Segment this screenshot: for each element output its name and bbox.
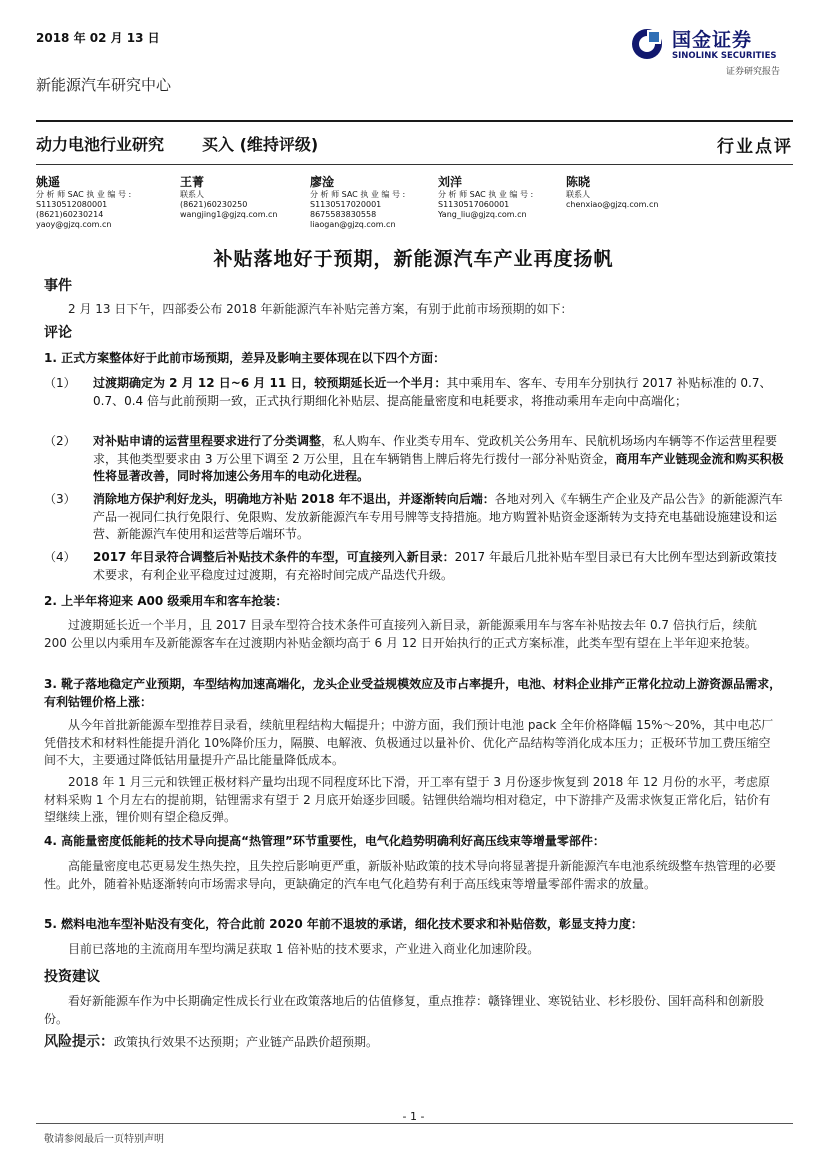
title-row [36, 132, 793, 157]
logo-chinese-name: 国金证券 [672, 29, 753, 51]
section-3-text-1: 从今年首批新能源车型推荐目录看，续航里程结构大幅提升；中游方面，我们预计电池 pack 全年价格降幅 15%～20%，其中电芯厂凭借技术和材料性能提升消化 10%降价压力，隔膜、电解液、负极通过以量补价、优化产品结构等消化成本压力；正极环节加工费压缩空间不大，主要通过降低钴用量提升产品比能量降低成本。 [44, 718, 774, 767]
analyst-name: 王菁 [180, 175, 205, 189]
analyst-id: S1130512080001 [36, 200, 108, 209]
risk-text: 政策执行效果不达预期；产业链产品跌价超预期。 [114, 1035, 379, 1049]
section-5-text: 目前已落地的主流商用车型均满足获取 1 倍补贴的技术要求，产业进入商业化加速阶段。 [68, 942, 540, 956]
section-5-title: 5. 燃料电池车型补贴没有变化，符合此前 2020 年前不退坡的承诺，细化技术要求和补贴倍数，彰显支持力度： [44, 917, 643, 931]
item-text: 其中乘用车、客车、专用车分别执行 2017 补贴标准的 0.7、0.7、0.4 倍与此前预期一致，正式执行期细化补贴层、提高能量密度和电耗要求，将推动乘用车走向中高端化； [93, 376, 772, 408]
analyst-role: 分 析 师 SAC 执 业 编 号 : [36, 190, 132, 199]
comment-heading: 评论 [44, 325, 72, 341]
analyst-name: 姚遥 [36, 175, 61, 189]
title-divider [36, 164, 793, 165]
report-date: 2018 年 02 月 13 日 [36, 31, 160, 45]
item-lead: 对补贴申请的运营里程要求进行了分类调整 [93, 434, 322, 448]
company-logo [630, 25, 790, 81]
item-lead: 消除地方保护利好龙头，明确地方补贴 2018 年不退出，并逐渐转向后端： [93, 492, 495, 506]
item-conclusion: 商用车产业链现金流和购买积极性将显著改善，同时将加速公务用车的电动化进程。 [93, 451, 784, 483]
footer-divider [36, 1123, 793, 1124]
list-item [44, 375, 784, 410]
risk-note [44, 1034, 780, 1052]
analyst-email[interactable]: wangjing1@gjzq.com.cn [180, 210, 278, 219]
investment-heading: 投资建议 [44, 969, 100, 985]
section-2-text: 过渡期延长近一个半月，且 2017 目录车型符合技术条件可直接列入新目录，新能源乘用车与客车补贴按去年 0.7 倍执行后，续航 200 公里以内乘用车及新能源客车在过渡期内补贴金额均高于 6 月 12 日开始执行的正式方案标准，此类车型有望在上半年迎来抢装。 [44, 618, 757, 650]
list-item [44, 549, 784, 584]
footer-disclaimer: 敬请参阅最后一页特别声明 [44, 1134, 164, 1145]
analyst-name: 廖淦 [310, 175, 335, 189]
list-item [44, 491, 784, 544]
analyst-card [566, 174, 658, 210]
item-lead: 过渡期确定为 2 月 12 日~6 月 11 日，较预期延长近一个半月： [93, 376, 447, 390]
section-2-title: 2. 上半年将迎来 A00 级乘用车和客车抢装： [44, 594, 288, 608]
rating: 买入 (维持评级) [202, 135, 319, 154]
main-title: 补贴落地好于预期，新能源汽车产业再度扬帆 [213, 248, 614, 270]
analyst-email[interactable]: liaogan@gjzq.com.cn [310, 220, 396, 229]
section-3-text-2: 2018 年 1 月三元和铁锂正极材料产量均出现不同程度环比下滑，开工率有望于 3 月份逐步恢复到 2018 年 12 月份的水平，考虑原材料采购 1 个月左右的提前期，钴锂需求有望于 2 月底开始逐步回暖。钴锂供给端均相对稳定，中下游排产及需求恢复正常化后，钴价有望继续上涨，锂价则有望企稳反弹。 [44, 775, 771, 824]
logo-english-name: SINOLINK SECURITIES [672, 51, 777, 61]
list-item [44, 433, 784, 486]
analyst-role: 联系人 [180, 190, 204, 199]
item-text: 各地对列入《车辆生产企业及产品公告》的新能源汽车产品一视同仁执行免限行、免限购、发放新能源汽车专用号牌等支持措施。地方购置补贴资金逐渐转为支持充电基础设施建设和运营、新能源汽车使用和运营等后端环节。 [93, 492, 783, 541]
item-number: （3） [44, 492, 76, 506]
section-4-text: 高能量密度电芯更易发生热失控，且失控后影响更严重，新版补贴政策的技术导向将显著提升新能源汽车电池系统级整车热管理的必要性。此外，随着补贴逐渐转向市场需求导向，更缺确定的汽车电气化趋势有利于高压线束等增量零部件需求的放量。 [44, 859, 777, 891]
item-text: ，私人购车、作业类专用车、党政机关公务用车、民航机场场内车辆等不作运营里程要求，其他类型要求由 3 万公里下调至 2 万公里，且在车辆销售上牌后将先行拨付一部分补贴资金， [93, 434, 778, 466]
department-name: 新能源汽车研究中心 [36, 76, 172, 94]
item-number: （4） [44, 550, 76, 564]
event-text: 2 月 13 日下午，四部委公布 2018 年新能源汽车补贴完善方案，有别于此前市场预期的如下： [68, 302, 573, 316]
analyst-role: 联系人 [566, 190, 590, 199]
section-4-title: 4. 高能量密度低能耗的技术导向提高“热管理”环节重要性，电气化趋势明确利好高压线束等增量零部件： [44, 834, 605, 848]
report-type: 动力电池行业研究 [36, 135, 165, 154]
analyst-card [180, 174, 278, 220]
page-number: - 1 - [402, 1110, 425, 1123]
analyst-phone: 8675583830558 [310, 210, 377, 219]
sinolink-logo-icon [630, 27, 664, 61]
report-category: 行业点评 [717, 137, 793, 157]
analyst-name: 陈晓 [566, 175, 591, 189]
analyst-phone: (8621)60230214 [36, 210, 104, 219]
analyst-card [310, 174, 405, 230]
item-text: 2017 年最后几批补贴车型目录已有大比例车型达到新政策技术要求，有利企业平稳度过过渡期，有充裕时间完成产品迭代升级。 [93, 550, 777, 582]
risk-label: 风险提示： [44, 1034, 114, 1050]
analyst-id: S1130517020001 [310, 200, 382, 209]
analyst-email[interactable]: Yang_liu@gjzq.com.cn [438, 210, 527, 219]
section-3-title: 3. 靴子落地稳定产业预期，车型结构加速高端化，龙头企业受益规模效应及市占率提升，电池、材料企业排产正常化拉动上游资源品需求，有利钴锂价格上涨： [44, 677, 782, 709]
investment-text: 看好新能源车作为中长期确定性成长行业在政策落地后的估值修复，重点推荐：赣锋锂业、寒锐钴业、杉杉股份、国轩高科和创新股份。 [44, 994, 765, 1026]
analyst-phone: (8621)60230250 [180, 200, 248, 209]
analyst-card [36, 174, 131, 230]
section-1-title: 1. 正式方案整体好于此前市场预期，差异及影响主要体现在以下四个方面： [44, 351, 446, 365]
analyst-card [438, 174, 533, 220]
event-heading: 事件 [44, 278, 72, 294]
item-number: （1） [44, 376, 76, 390]
analyst-role: 分 析 师 SAC 执 业 编 号 : [310, 190, 406, 199]
analyst-name: 刘洋 [438, 175, 463, 189]
analyst-email[interactable]: yaoy@gjzq.com.cn [36, 220, 112, 229]
analyst-role: 分 析 师 SAC 执 业 编 号 : [438, 190, 534, 199]
header-divider [36, 120, 793, 122]
analyst-id: S1130517060001 [438, 200, 510, 209]
item-number: （2） [44, 434, 76, 448]
item-lead: 2017 年目录符合调整后补贴技术条件的车型，可直接列入新目录： [93, 550, 455, 564]
logo-subtitle: 证券研究报告 [726, 67, 781, 77]
analyst-email[interactable]: chenxiao@gjzq.com.cn [566, 200, 659, 209]
